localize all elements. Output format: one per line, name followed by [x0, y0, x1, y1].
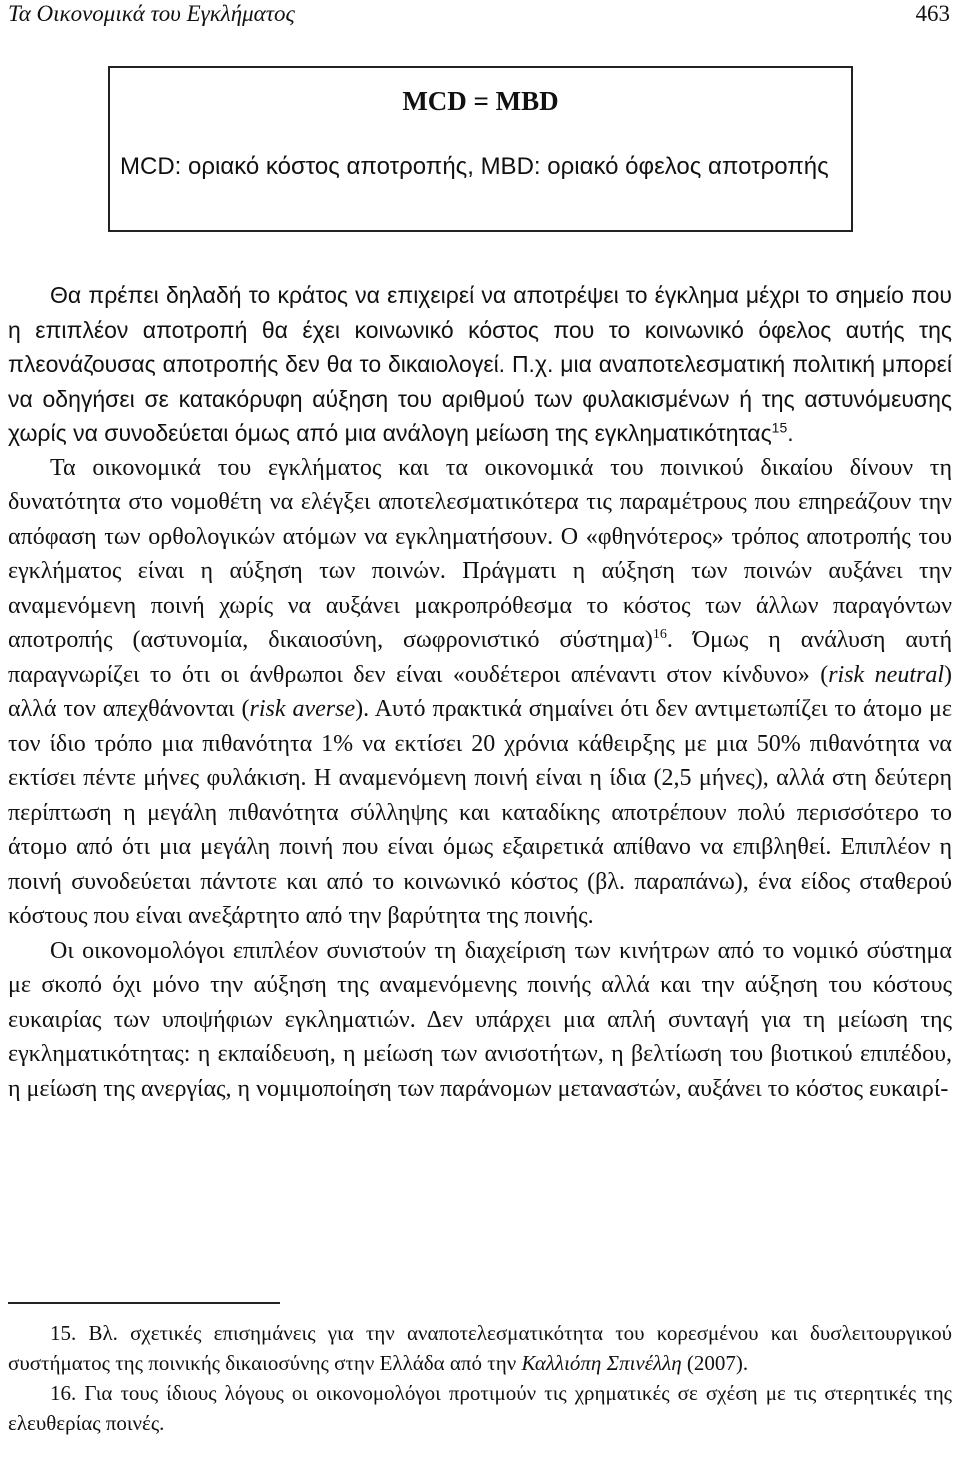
- paragraph-2-text-c: ) αλλά τον απεχθάνονται (: [8, 661, 953, 722]
- paragraph-1-end: .: [787, 420, 794, 446]
- paragraph-1: [8, 278, 952, 451]
- footnote-ref-16[interactable]: 16: [652, 627, 667, 642]
- running-title: Τα Οικονομικά του Εγκλήματος: [8, 1, 295, 26]
- footnote-15-year: (2007).: [681, 1351, 749, 1375]
- term-risk-neutral: risk neutral: [828, 661, 945, 688]
- footnote-15: [8, 1318, 952, 1378]
- formula-definition: MCD: οριακό κόστος αποτροπής, MBD: οριακό όφελος αποτροπής: [120, 153, 829, 180]
- running-header: [8, 0, 950, 30]
- term-risk-averse: risk averse: [249, 696, 356, 722]
- paragraph-2-text-a: Τα οικονομικά του εγκλήματος και τα οικονομικά του ποινικού δικαίου δίνουν τη δυνατότητα στο νομοθέτη να ελέγξει αποτελεσματικότερα τις παραμέτρους που επηρεάζουν την απόφαση των ορθολογικών ατόμων να εγκληματήσουν. Ο «φθηνότερος» τρόπος αποτροπής του εγκλήματος είναι η αύξηση των ποινών. Πράγματι η αύξηση των ποινών αυξάνει την αναμενόμενη ποινή χωρίς να αυξάνει μακροπρόθεσμα το κόστος των άλλων παραγόντων αποτροπής (αστυνομία, δικαιοσύνη, σωφρονιστικό σύστημα): [8, 454, 952, 653]
- formula-equation: MCD = MBD: [402, 86, 559, 116]
- page-number: 463: [915, 1, 950, 26]
- footnote-16: 16. Για τους ίδιους λόγους οι οικονομολόγοι προτιμούν τις χρηματικές σε σχέση με τις στερητικές της ελευθερίας ποινές.: [8, 1381, 952, 1435]
- body-text: [8, 278, 952, 1106]
- footnote-ref-15[interactable]: 15: [771, 419, 788, 436]
- footnotes: [8, 1318, 952, 1438]
- formula-box: [108, 66, 853, 232]
- paragraph-2-text-d: ). Αυτό πρακτικά σημαίνει ότι δεν αντιμετωπίζει το άτομο με τον ίδιο τρόπο μια πιθανότητα 1% να εκτίσει 20 χρόνια κάθειρξης με μια 50% πιθανότητα να εκτίσει πέντε μήνες φυλάκιση. Η αναμενόμενη ποινή είναι η ίδια (2,5 μήνες), αλλά στη δεύτερη περίπτωση η μεγάλη πιθανότητα σύλληψης και καταδίκης αποτρέπουν πολύ περισσότερο το άτομο από ότι μια μεγάλη ποινή που είναι όμως εξαιρετικά απίθανο να επιβληθεί. Επιπλέον η ποινή συνοδεύεται πάντοτε και από το κοινωνικό κόστος (βλ. παραπάνω), ένα είδος σταθερού κόστους που είναι ανεξάρτητο από την βαρύτητα της ποινής.: [8, 696, 952, 929]
- paragraph-2-text-b: . Όμως η ανάλυση αυτή παραγνωρίζει το ότι οι άνθρωποι δεν είναι «ουδέτεροι απέναντι στον κίνδυνο» (: [8, 627, 952, 688]
- footnote-15-text: 15. Βλ. σχετικές επισημάνεις για την αναποτελεσματικότητα του κορεσμένου και δυσλειτουργικού συστήματος της ποινικής δικαιοσύνης στην Ελλάδα από την: [8, 1321, 952, 1375]
- footnote-15-author: Καλλιόπη Σπινέλλη: [521, 1351, 682, 1375]
- paragraph-1-text: Θα πρέπει δηλαδή το κράτος να επιχειρεί να αποτρέψει το έγκλημα μέχρι το σημείο που η επιπλέον αποτροπή θα έχει κοινωνικό κόστος που το κοινωνικό όφελος αυτής της πλεονάζουσας αποτροπής δεν θα το δικαιολογεί. Π.χ. μια αναποτελεσματική πολιτική μπορεί να οδηγήσει σε κατακόρυφη αύξηση του αριθμού των φυλακισμένων ή της αστυνόμευσης χωρίς να συνοδεύεται όμως από μια ανάλογη μείωση της εγκληματικότητας: [8, 282, 952, 446]
- paragraph-2: [8, 451, 952, 934]
- footnote-divider: [8, 1302, 280, 1304]
- paragraph-3: Οι οικονομολόγοι επιπλέον συνιστούν τη διαχείριση των κινήτρων από το νομικό σύστημα με σκοπό όχι μόνο την αύξηση της αναμενόμενης ποινής αλλά και την αύξηση του κόστους ευκαιρίας των υποψήφιων εγκληματιών. Δεν υπάρχει μια απλή συνταγή για τη μείωση της εγκληματικότητας: η εκπαίδευση, η μείωση των ανισοτήτων, η βελτίωση του βιοτικού επιπέδου, η μείωση της ανεργίας, η νομιμοποίηση των παράνομων μεταναστών, αυξάνει το κόστος ευκαιρί-: [8, 937, 952, 1102]
